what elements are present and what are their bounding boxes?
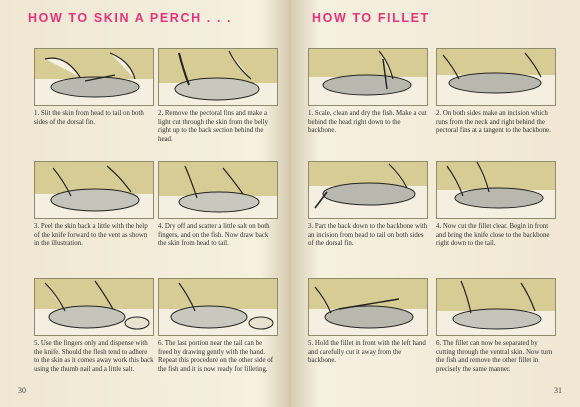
perch-step-6 (158, 278, 278, 374)
perch-step-5-illustration (34, 278, 154, 336)
fillet-step-4 (436, 161, 556, 249)
fillet-step-5-caption: 5. Hold the fillet in front with the left hand and carefully cut it away from the backbone. (308, 340, 426, 365)
perch-step-1-caption: 1. Slit the skin from head to tail on both sides of the dorsal fin. (34, 110, 144, 126)
fillet-step-1 (308, 48, 428, 136)
right-page-heading: HOW TO FILLET (312, 11, 430, 25)
perch-step-6-illustration (158, 278, 278, 336)
perch-step-3-illustration (34, 161, 154, 219)
perch-step-1-illustration (34, 48, 154, 106)
perch-step-5 (34, 278, 154, 374)
fillet-step-1-illustration (308, 48, 428, 106)
fillet-step-2 (436, 48, 556, 136)
fillet-step-1-caption: 1. Scale, clean and dry the fish. Make a cut behind the head right down to the backbone. (308, 110, 427, 135)
perch-step-1 (34, 48, 154, 127)
fillet-step-4-illustration (436, 161, 556, 219)
perch-step-4-illustration (158, 161, 278, 219)
fillet-step-4-caption: 4. Now cut the fillet clear. Begin in front and bring the knife close to the backbone right down to the tail. (436, 223, 550, 248)
fillet-step-6-illustration (436, 278, 556, 336)
fillet-step-3-caption: 3. Part the back down to the backbone with an incision from head to tail on both sides of the dorsal fin. (308, 223, 428, 248)
perch-step-5-caption: 5. Use the fingers only and dispense with the knife. Should the flesh tend to adhere to the skin as it comes away work this back using the thumb nail and a little salt. (34, 340, 154, 373)
fillet-step-2-illustration (436, 48, 556, 106)
fillet-step-6 (436, 278, 556, 374)
right-page (290, 0, 580, 407)
perch-step-4-caption: 4. Dry off and scatter a little salt on both fingers, and on the fish. Now draw back the skin from head to tail. (158, 223, 270, 248)
perch-step-2-illustration (158, 48, 278, 106)
perch-step-3-caption: 3. Peel the skin back a little with the help of the knife forward to the vent as shown in the illustration. (34, 223, 148, 248)
fillet-step-6-caption: 6. The fillet can now be separated by cutting through the ventral skin. Now turn the fish and remove the other fillet in precisely the same manner. (436, 340, 553, 373)
perch-step-3 (34, 161, 154, 249)
right-page-number: 31 (554, 386, 562, 395)
perch-step-4 (158, 161, 278, 249)
left-page-number: 30 (18, 386, 26, 395)
fillet-step-3 (308, 161, 428, 249)
left-page-heading: HOW TO SKIN A PERCH . . . (28, 11, 233, 25)
fillet-step-3-illustration (308, 161, 428, 219)
fillet-step-2-caption: 2. On both sides make an incision which runs from the neck and right behind the pectoral fins at a tangent to the backbone. (436, 110, 551, 135)
fillet-step-5-illustration (308, 278, 428, 336)
perch-step-6-caption: 6. The last portion near the tail can be freed by drawing gently with the hand. Repeat this procedure on the other side of the fish and it is now ready for filleting. (158, 340, 273, 373)
perch-step-2 (158, 48, 278, 144)
perch-step-2-caption: 2. Remove the pectoral fins and make a light cut through the skin from the belly right up to the back section behind the head. (158, 110, 269, 143)
fillet-step-5 (308, 278, 428, 366)
